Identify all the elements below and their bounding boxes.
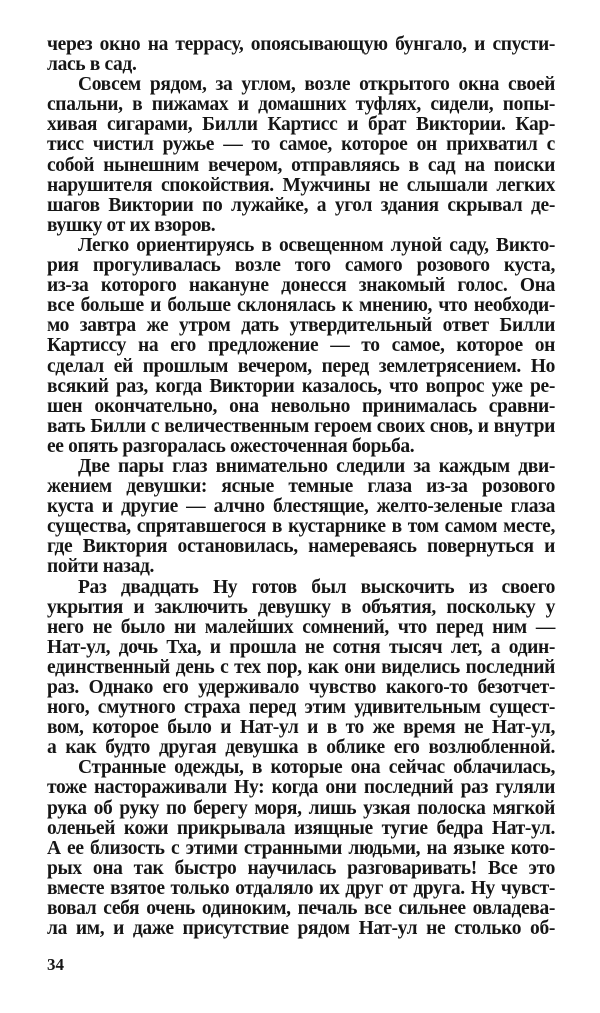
- text-line: рых она так быстро научилась разговаривать! Все это: [47, 857, 555, 879]
- text-line: тоже настораживали Ну: когда они последний раз гуляли: [47, 777, 555, 799]
- text-line: А ее близость с этими странными людьми, на языке кото-: [47, 837, 555, 859]
- text-line: мо завтра же утром дать утвердительный ответ Билли: [47, 315, 555, 337]
- text-line: куста и другие — алчно блестящие, желто-зеленые глаза: [47, 496, 555, 518]
- text-line: из-за которого накануне донесся знакомый голос. Она: [47, 275, 555, 297]
- text-line: существа, спрятавшегося в кустарнике в том самом месте,: [47, 516, 555, 538]
- page-number: 34: [47, 955, 64, 974]
- text-line: него не было ни малейших сомнений, что перед ним —: [47, 616, 555, 638]
- text-line: всякий раз, когда Виктории казалось, что вопрос уже ре-: [47, 375, 555, 397]
- text-line: единственный день с тех пор, как они виделись последний: [47, 656, 555, 678]
- text-line: Раз двадцать Ну готов был выскочить из своего: [78, 576, 555, 598]
- text-line: лась в сад.: [47, 54, 137, 76]
- text-line: вать Билли с величественным героем своих снов, и внутри: [47, 415, 555, 437]
- paragraph: [47, 75, 555, 236]
- text-line: вом, которое было и Нат-ул и в то же время не Нат-ул,: [47, 717, 555, 739]
- text-line: где Виктория остановилась, намереваясь повернуться и: [47, 536, 555, 558]
- text-line: вушку от их взоров.: [47, 214, 216, 236]
- text-line: оленьей кожи прикрывала изящные тугие бедра Нат-ул.: [47, 817, 555, 839]
- text-line: все больше и больше склонялась к мнению, что необходи-: [47, 295, 555, 317]
- text-line: пойти назад.: [47, 556, 155, 578]
- text-line: ее опять разгоралась ожесточенная борьба.: [47, 435, 415, 457]
- text-line: укрытия и заключить девушку в объятия, поскольку у: [47, 596, 555, 618]
- text-line: ного, смутного страха перед этим удивительным сущест-: [47, 697, 555, 719]
- text-line: а как будто другая девушка в облике его возлюбленной.: [47, 737, 555, 759]
- text-line: Картиссу на его предложение — то самое, которое он: [47, 335, 555, 357]
- text-line: спальни, в пижамах и домашних туфлях, сидели, попы-: [47, 94, 555, 116]
- text-line: Две пары глаз внимательно следили за каждым дви-: [78, 455, 555, 477]
- text-line: Странные одежды, в которые она сейчас облачилась,: [78, 757, 555, 779]
- text-line: через окно на террасу, опоясывающую бунгало, и спусти-: [47, 34, 555, 55]
- book-page-text: [47, 35, 555, 939]
- text-line: хивая сигарами, Билли Картисс и брат Виктории. Кар-: [47, 114, 555, 136]
- text-line: ла им, и даже присутствие рядом Нат-ул не столько об-: [47, 918, 555, 940]
- text-line: Совсем рядом, за углом, возле открытого окна своей: [78, 74, 555, 96]
- text-line: жением девушки: ясные темные глаза из-за розового: [47, 476, 555, 498]
- text-line: Нат-ул, дочь Тха, и прошла не сотня тысяч лет, а один-: [47, 636, 555, 658]
- text-line: сделал ей прошлым вечером, перед землетрясением. Но: [47, 355, 555, 377]
- text-line: нарушителя спокойствия. Мужчины не слышали легких: [47, 174, 555, 196]
- text-line: шен окончательно, она невольно принималась сравни-: [47, 395, 555, 417]
- paragraph: [47, 457, 555, 578]
- text-line: вместе взятое только отдаляло их друг от друга. Ну чувст-: [47, 877, 555, 899]
- text-line: рия прогуливалась возле того самого розового куста,: [47, 255, 555, 277]
- text-line: Легко ориентируясь в освещенном луной саду, Викто-: [78, 234, 555, 256]
- text-line: раз. Однако его удерживало чувство какого-то безотчет-: [47, 677, 555, 698]
- paragraph: [47, 758, 555, 939]
- text-line: тисс чистил ружье — то самое, которое он прихватил с: [47, 134, 555, 156]
- paragraph: [47, 35, 555, 75]
- text-line: собой нынешним вечером, отправляясь в сад на поиски: [47, 154, 555, 176]
- text-line: шагов Виктории по лужайке, а угол здания скрывал де-: [47, 194, 555, 216]
- paragraph: [47, 578, 555, 759]
- text-line: рука об руку по берегу моря, лишь узкая полоска мягкой: [47, 797, 555, 819]
- paragraph: [47, 236, 555, 457]
- text-line: вовал себя очень одиноким, печаль все сильнее овладева-: [47, 898, 555, 920]
